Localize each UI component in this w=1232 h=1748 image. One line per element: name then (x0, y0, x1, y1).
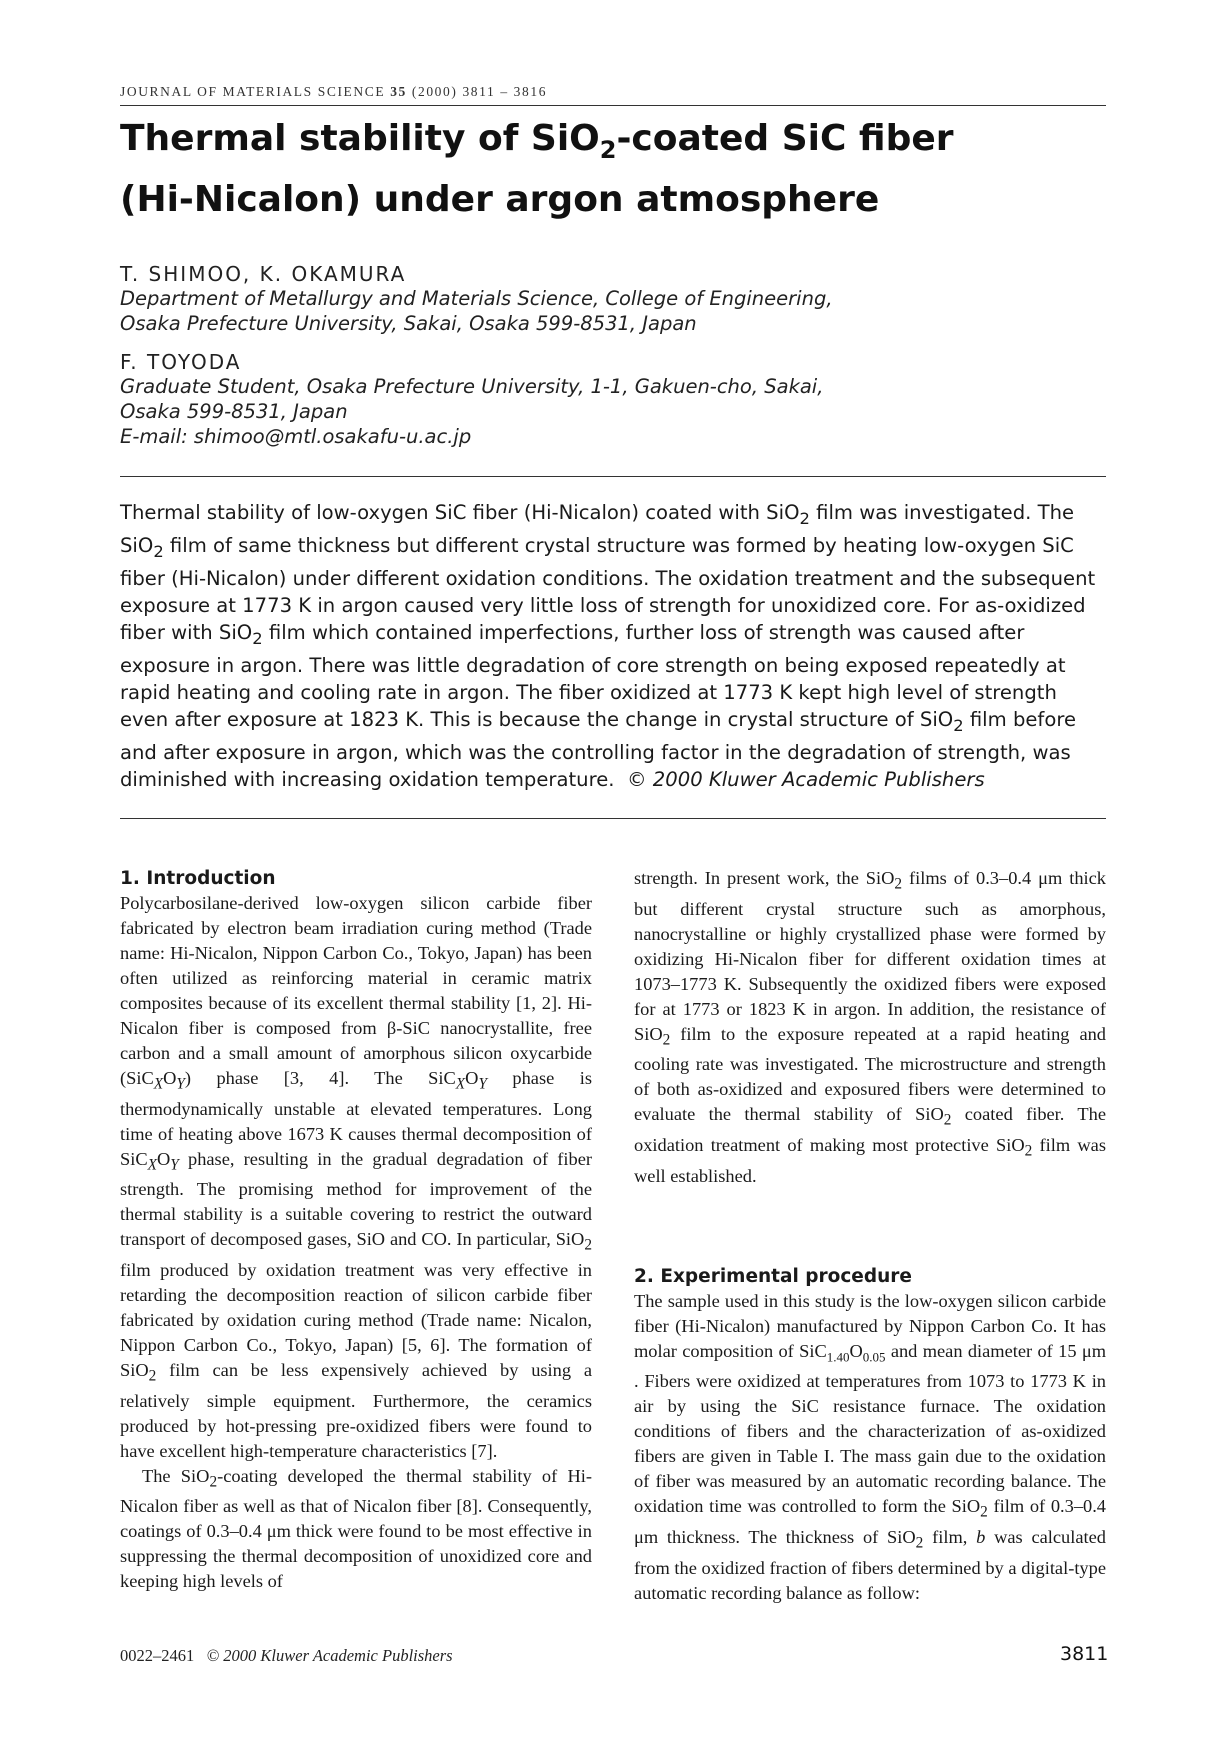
title-line1-a: Thermal stability of SiO (120, 118, 600, 159)
variable-b: b (976, 1527, 986, 1548)
paper-title (120, 114, 1080, 225)
affiliation-1-line: Osaka Prefecture University, Sakai, Osaka 599-8531, Japan (120, 312, 697, 335)
affiliation-1 (120, 286, 1080, 336)
subscript: 2 (148, 1367, 157, 1385)
subscript: X (153, 1075, 164, 1093)
author-group-1: T. SHIMOO, K. OKAMURA (120, 262, 407, 286)
subscript: 2 (953, 715, 964, 735)
body-text: Polycarbosilane-derived low-oxygen silicon carbide fiber fabricated by electron beam irradiation curing method (Trade name: Hi-Nicalon, Nippon Carbon Co., Tokyo, Japan) has been often utilized as reinforcing material in ceramic matrix composites because of its excellent thermal stability [1, 2]. Hi-Nicalon fiber is composed from β-SiC nanocrystallite, free carbon and a small amount of amorphous silicon oxycarbide (SiC (120, 893, 592, 1088)
abstract-text: Thermal stability of low-oxygen SiC fiber (Hi-Nicalon) coated with SiO (120, 501, 800, 524)
subscript: 0.05 (862, 1349, 886, 1365)
body-text: O (156, 1148, 171, 1169)
left-column (120, 866, 592, 1594)
subscript: 2 (584, 1237, 592, 1255)
body-text: film, (923, 1527, 977, 1548)
body-text: was calculated from the oxidized fraction of fibers determined by a digital-type automatic recording balance as follow: (634, 1527, 1106, 1603)
intro-paragraph-1 (120, 891, 592, 1464)
body-text: O (465, 1068, 479, 1088)
subscript: 2 (799, 508, 810, 528)
body-text: coated fiber. The oxidation treatment of making most protective SiO (634, 1104, 1106, 1156)
abstract-bottom-rule (120, 818, 1106, 819)
body-text: films of 0.3–0.4 μm thick but different crystal structure such as amorphous, nanocrystalline or highly crystallized phase were formed by oxidizing Hi-Nicalon fiber for different oxidation times at 1073–1773 K. Subsequently the oxidized fibers were exposed for at 1773 or 1823 K in argon. In addition, the resistance of SiO (634, 868, 1106, 1044)
body-text: O (849, 1340, 863, 1361)
subscript: X (147, 1156, 157, 1174)
affiliation-2-line: Graduate Student, Osaka Prefecture University, 1-1, Gakuen-cho, Sakai, (120, 375, 824, 398)
body-text: strength. In present work, the SiO (634, 868, 895, 888)
footer-left (120, 1646, 453, 1666)
abstract-top-rule (120, 476, 1106, 477)
body-text: -coating developed the thermal stability of Hi-Nicalon fiber as well as that of Nicalon fiber [8]. Consequently, coatings of 0.3–0.4 μm thick were found to be most effective in suppressing the thermal decomposition of unoxidized core and keeping high levels of (120, 1465, 592, 1592)
page-number: 3811 (1060, 1643, 1109, 1665)
title-subscript: 2 (599, 136, 617, 165)
abstract (120, 499, 1110, 793)
abstract-text: film before and after exposure in argon, which was the controlling factor in the degradation of strength, was diminished with increasing oxidation temperature. (120, 707, 1076, 791)
section-heading-experimental: 2. Experimental procedure (634, 1265, 912, 1287)
subscript: 2 (980, 1504, 988, 1522)
footer-issn: 0022–2461 (120, 1646, 195, 1665)
experimental-paragraph-1 (634, 1289, 1106, 1606)
affiliation-2-line: Osaka 599-8531, Japan (120, 400, 348, 423)
journal-volume: 35 (390, 84, 407, 99)
body-text: film was well established. (634, 1135, 1107, 1186)
subscript: Y (478, 1075, 487, 1093)
subscript: 2 (209, 1473, 218, 1491)
subscript: 2 (153, 541, 164, 561)
subscript: 2 (894, 875, 903, 893)
subscript: 1.40 (826, 1349, 850, 1365)
abstract-text: film was investigated. The SiO (120, 501, 1075, 557)
author-group-2: F. TOYODA (120, 350, 242, 374)
subscript: 2 (662, 1031, 671, 1049)
subscript: 2 (915, 1534, 924, 1552)
body-text: O (163, 1068, 177, 1088)
journal-running-header (120, 84, 547, 100)
section-spacer (634, 1189, 1106, 1264)
body-text: film produced by oxidation treatment was very effective in retarding the decomposition reaction of silicon carbide fiber fabricated by oxidation curing method (Trade name: Nicalon, Nippon Carbon Co., Tokyo, Japan) [5, 6]. The formation of SiO (120, 1260, 592, 1381)
body-text: The SiO (142, 1465, 210, 1486)
title-line2: (Hi-Nicalon) under argon atmosphere (120, 179, 880, 221)
subscript: Y (170, 1156, 179, 1174)
intro-paragraph-2 (120, 1464, 592, 1595)
right-column (634, 866, 1106, 1606)
body-text: phase, resulting in the gradual degradation of fiber strength. The promising method for improvement of the thermal stability is a suitable covering to restrict the outward transport of decomposed gases, SiO and CO. In particular, SiO (120, 1148, 592, 1250)
journal-year-pages: (2000) 3811 – 3816 (411, 84, 548, 99)
subscript: Y (176, 1075, 185, 1093)
author-email: E-mail: shimoo@mtl.osakafu-u.ac.jp (120, 425, 472, 448)
abstract-text: film which contained imperfections, further loss of strength was caused after exposure in argon. There was little degradation of core strength on being exposed repeatedly at rapid heating and cooling rate in argon. The fiber oxidized at 1773 K kept high level of strength even after exposure at 1823 K. This is because the change in crystal structure of SiO (120, 620, 1066, 731)
subscript: 2 (1024, 1142, 1033, 1160)
title-line1-b: -coated SiC fiber (616, 118, 954, 159)
body-text: film to the exposure repeated at a rapid heating and cooling rate was investigated. The microstructure and strength of both as-oxidized and exposured fibers were determined to evaluate the thermal stability of SiO (634, 1023, 1106, 1125)
header-rule (120, 105, 1106, 106)
body-text: and mean diameter of 15 μm . Fibers were oxidized at temperatures from 1073 to 1773 K in air by using the SiC resistance furnace. The oxidation conditions of fibers and the characterization of as-oxidized fibers are given in Table I. The mass gain due to the oxidation of fiber was measured by an automatic recording balance. The oxidation time was controlled to form the SiO (634, 1340, 1107, 1517)
body-text: film of 0.3–0.4 μm thickness. The thickness of SiO (634, 1496, 1107, 1548)
subscript: 2 (252, 628, 263, 648)
footer-copyright: © 2000 Kluwer Academic Publishers (206, 1646, 453, 1665)
subscript: 2 (943, 1112, 952, 1130)
journal-name: JOURNAL OF MATERIALS SCIENCE (120, 84, 386, 99)
section-heading-introduction: 1. Introduction (120, 868, 276, 889)
abstract-copyright: © 2000 Kluwer Academic Publishers (626, 767, 985, 791)
body-text: ) phase [3, 4]. The SiC (184, 1068, 456, 1088)
body-text: The sample used in this study is the low-oxygen silicon carbide fiber (Hi-Nicalon) manufactured by Nippon Carbon Co. It has molar composition of SiC (634, 1290, 1106, 1361)
affiliation-2 (120, 374, 1080, 449)
abstract-text: film of same thickness but different crystal structure was formed by heating low-oxygen SiC fiber (Hi-Nicalon) under different oxidation conditions. The oxidation treatment and the subsequent exposure at 1773 K in argon caused very little loss of strength for unoxidized core. For as-oxidized fiber with SiO (120, 533, 1096, 644)
body-text: film can be less expensively achieved by using a relatively simple equipment. Furthermore, the ceramics produced by hot-pressing pre-oxidized fibers were found to have excellent high-temperature characteristics [7]. (120, 1360, 592, 1461)
intro-paragraph-2-continued (634, 866, 1106, 1189)
body-text: phase is thermodynamically unstable at elevated temperatures. Long time of heating above 1673 K causes thermal decomposition of SiC (120, 1068, 592, 1169)
affiliation-1-line: Department of Metallurgy and Materials Science, College of Engineering, (120, 287, 833, 310)
subscript: X (455, 1075, 466, 1093)
